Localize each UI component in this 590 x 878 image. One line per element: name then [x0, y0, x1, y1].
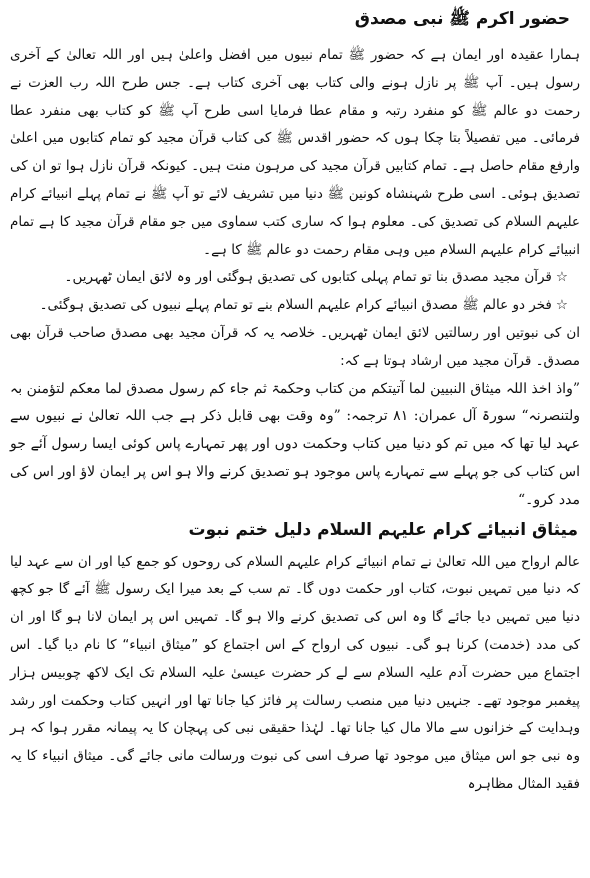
- bullet-item: [10, 292, 580, 320]
- body-paragraph: ہمارا عقیدہ اور ایمان ہے کہ حضور ﷺ تمام نبیوں میں افضل واعلیٰ ہیں اور اللہ تعالیٰ کے آخری رسول ہیں۔ آپ ﷺ پر نازل ہونے والی کتاب بھی آخری کتاب ہے۔ جس طرح اللہ رب العزت نے رحمت دو عالم ﷺ کو منفرد رتبہ و مقام عطا فرمایا اسی طرح آپ ﷺ کو کتاب بھی منفرد عطا فرمائی۔ میں تفصیلاً بتا چکا ہوں کہ حضور اقدس ﷺ کی کتاب قرآن مجید کو تمام کتابوں میں اعلیٰ وارفع مقام حاصل ہے۔ تمام کتابیں قرآن مجید کی مرہون منت ہیں۔ کیونکہ قرآن نازل ہوا تو ان کی تصدیق ہوئی۔ اسی طرح شہنشاہ کونین ﷺ دنیا میں تشریف لائے تو آپ ﷺ نے تمام پہلے انبیائے کرام علیہم السلام کی تصدیق کی۔ معلوم ہوا کہ ساری کتب سماوی میں جو مقام قرآن مجید کا ہے تمام انبیائے کرام علیہم السلام میں وہی مقام رحمت دو عالم ﷺ کا ہے۔: [10, 47, 580, 258]
- section-heading: میثاق انبیائے کرام علیہم السلام دلیل ختم نبوت: [188, 519, 578, 540]
- body-paragraph: ان کی نبوتیں اور رسالتیں لائق ایمان ٹھہریں۔ خلاصہ یہ کہ قرآن مجید بھی مصدق صاحب قرآن بھی مصدق۔ قرآن مجید میں ارشاد ہوتا ہے کہ:: [10, 324, 580, 369]
- quran-quotation: ”واذ اخذ اللہ میثاق النبیین لما آتیتکم من کتاب وحکمۃ ثم جاء کم رسول مصدق لما معکم لتؤمنن بہ ولتنصرنہ“ سورۃ آل عمران: ۸۱ ترجمہ: ”وہ وقت بھی قابل ذکر ہے جب اللہ تعالیٰ نے نبیوں سے عہد لیا تھا کہ میں تم کو دنیا میں کتاب وحکمت دوں اور پھر تمہارے پاس کوئی ایسا رسول آئے جو اس کتاب کی جو پہلے سے تمہارے پاس موجود ہو تصدیق کرنے والا ہو اس پر ایمان لاؤ اور اس کی مدد کرو۔“: [10, 380, 580, 508]
- bullet-text: فخر دو عالم ﷺ مصدق انبیائے کرام علیہم السلام بنے تو تمام پہلے نبیوں کی تصدیق ہوگئی۔: [39, 297, 552, 314]
- bullet-item: [10, 264, 580, 292]
- section-heading: حضور اکرم ﷺ نبی مصدق: [354, 9, 570, 29]
- star-bullet-icon: ☆: [555, 269, 568, 286]
- bullet-text: قرآن مجید مصدق بنا تو تمام پہلی کتابوں کی تصدیق ہوگئی اور وہ لائق ایمان ٹھہریں۔: [64, 269, 552, 286]
- body-paragraph: عالم ارواح میں اللہ تعالیٰ نے تمام انبیائے کرام علیہم السلام کی روحوں کو جمع کیا اور ان سے عہد لیا کہ دنیا میں تمہیں نبوت، کتاب اور حکمت دوں گا۔ تم سب کے بعد میرا ایک رسول ﷺ آئے گا جو کچھ دنیا میں تمہیں دیا جائے گا وہ اس کی تصدیق کرنے والا ہو گا۔ تمہیں اس پر ایمان لانا ہو گا اور ان کی مدد (خدمت) کرنا ہو گی۔ نبیوں کی ارواح کے اس اجتماع کو ”میثاق انبیاء“ کا نام دیا گیا۔ اس اجتماع میں حضرت آدم علیہ السلام سے لے کر حضرت عیسیٰ علیہ السلام تک ایک لاکھ چوبیس ہزار پیغمبر موجود تھے۔ جنہیں دنیا میں منصب رسالت پر فائز کیا جانا تھا اور انہیں کتاب وحکمت اور رشد وہدایت کے خزانوں سے مالا مال کیا جانا تھا۔ لہٰذا حقیقی نبی کی پہچان کا یہ پیمانہ مقرر ہوا کہ ہر وہ نبی جو اس میثاق میں موجود تھا صرف اسی کی نبوت ورسالت مانی جائے گی۔ میثاق انبیاء کا یہ فقید المثال مظاہرہ: [10, 553, 580, 792]
- star-bullet-icon: ☆: [555, 297, 568, 314]
